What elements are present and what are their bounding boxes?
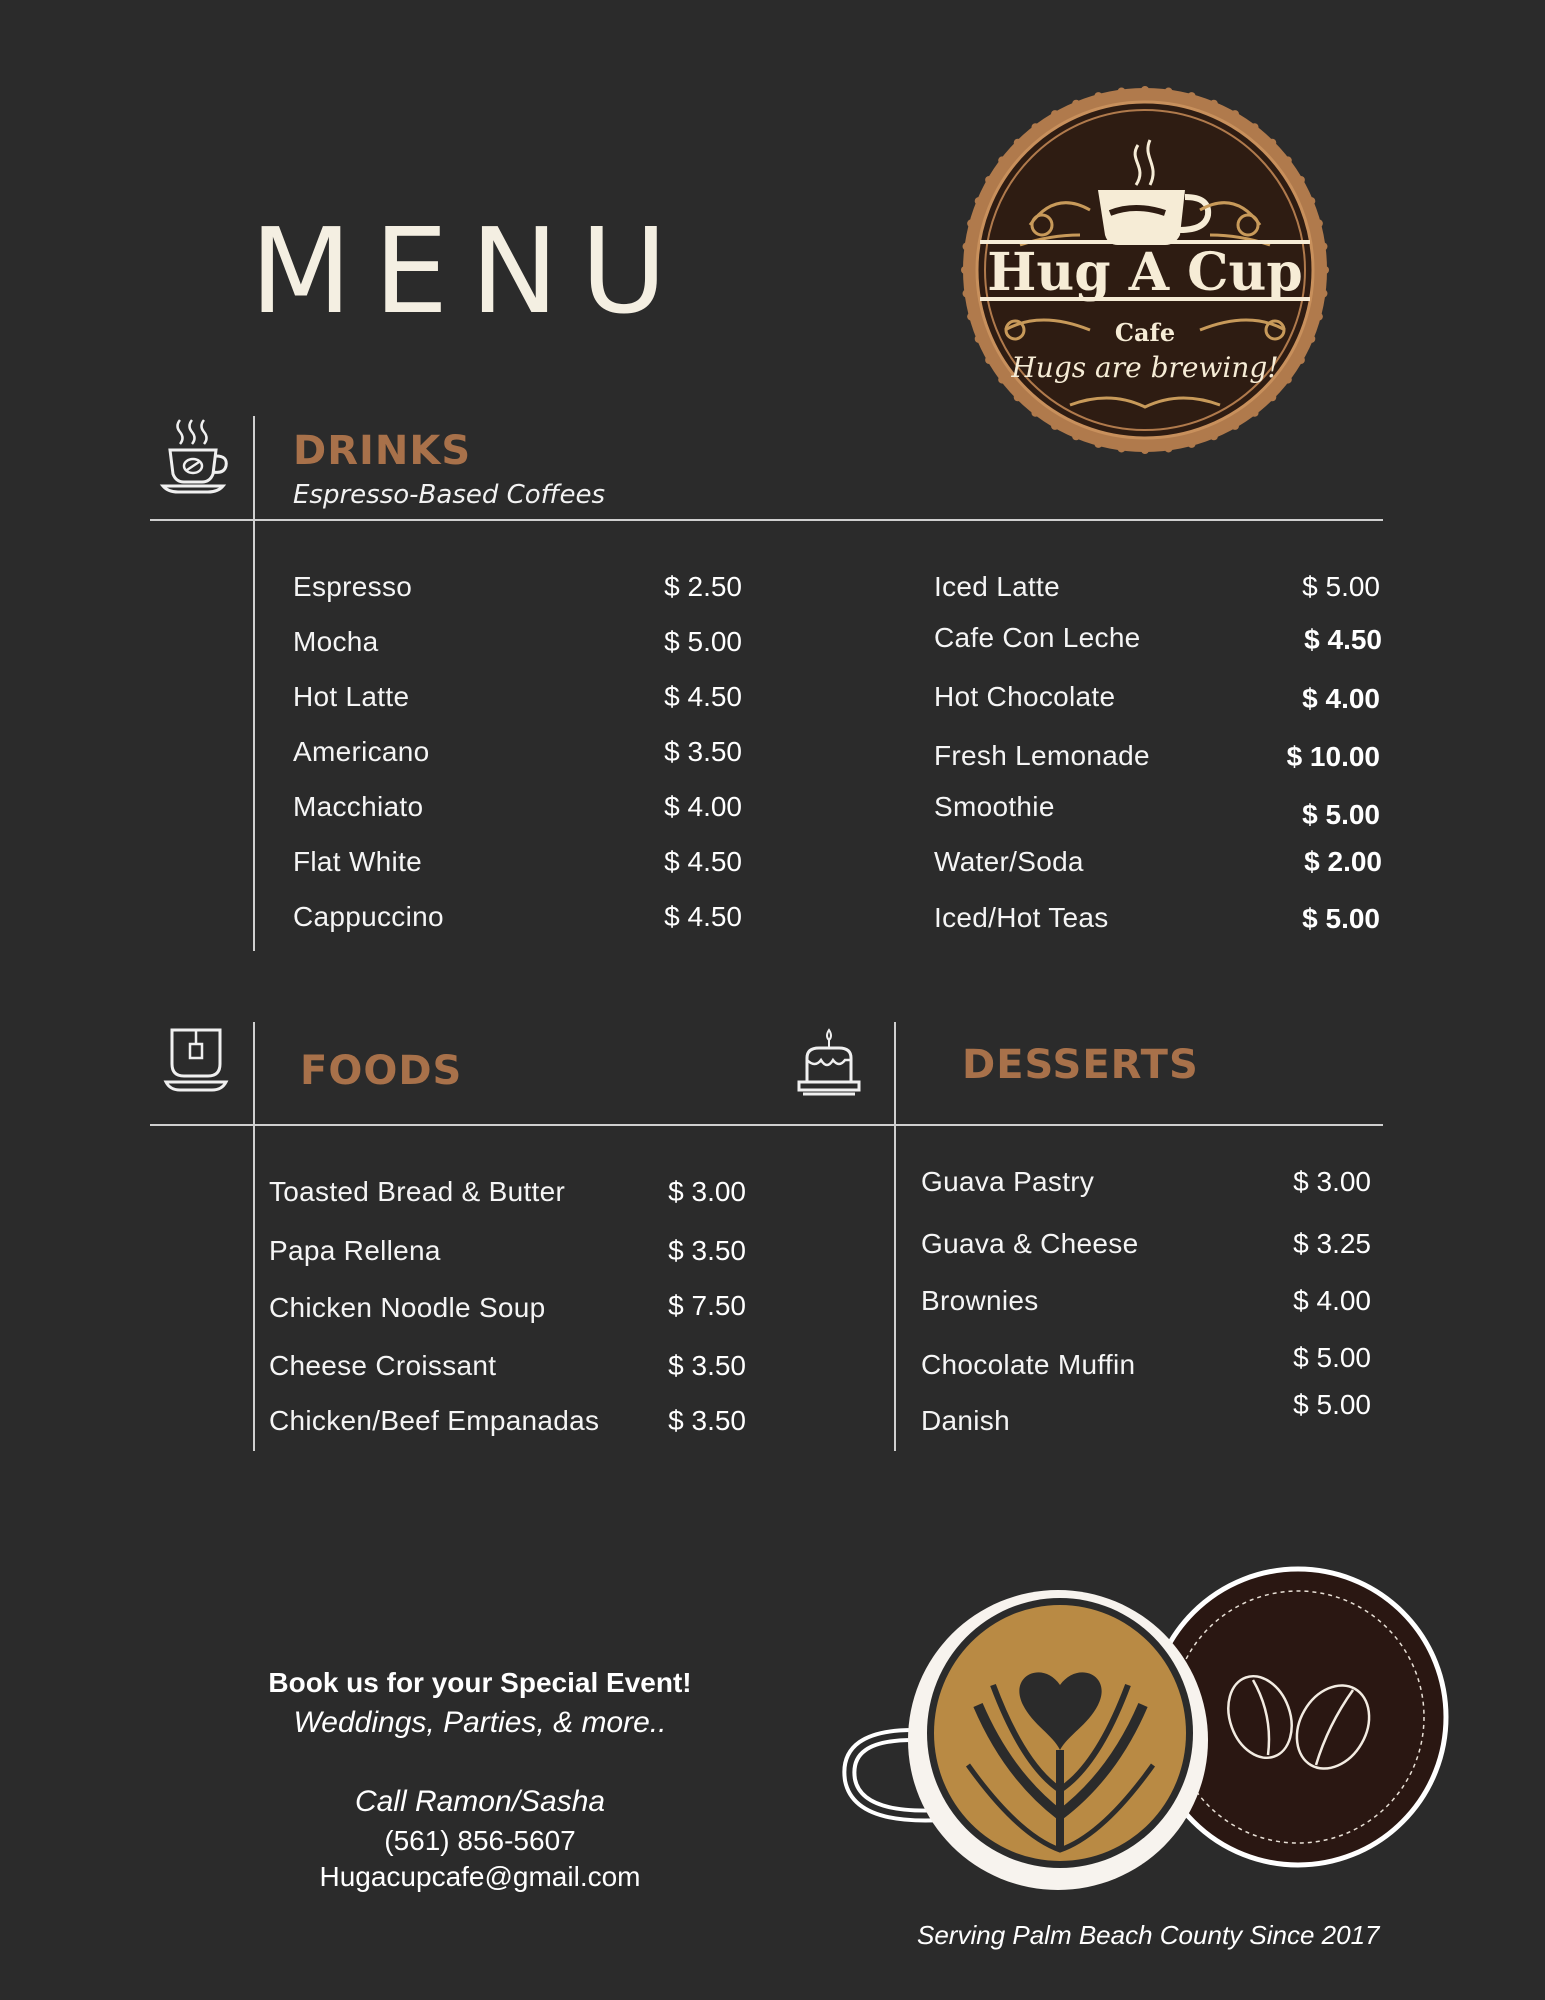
drinks-divider-vertical [253,416,255,951]
foods-divider-vertical [253,1022,255,1451]
logo-cog-tooth [1014,139,1022,147]
event-title: Book us for your Special Event! [268,1667,692,1698]
menu-item-price: $ 4.00 [1293,1285,1371,1316]
menu-title: MENU [250,202,690,340]
menu-item-price: $ 5.00 [1302,799,1380,830]
menu-item-name: Chicken Noodle Soup [269,1292,546,1323]
drinks-divider-horizontal [150,519,1383,521]
menu-item-name: Smoothie [934,791,1055,822]
menu-item-name: Iced Latte [934,571,1060,602]
logo-cog-tooth [1297,356,1305,364]
serving-since-text: Serving Palm Beach County Since 2017 [917,1920,1380,1950]
contact-name: Call Ramon/Sasha [354,1785,606,1818]
contact-phone: (561) 856-5607 [384,1825,576,1856]
menu-item-price: $ 5.00 [1293,1342,1371,1373]
menu-item-price: $ 5.00 [664,626,742,657]
logo-cog-tooth [1284,376,1292,384]
menu-item-price: $ 5.00 [1302,571,1380,602]
menu-item-price: $ 4.00 [1302,683,1380,714]
menu-item-name: Iced/Hot Teas [934,902,1109,933]
menu-item-name: Papa Rellena [269,1235,441,1266]
cake-icon [793,1028,865,1102]
desserts-divider-vertical [894,1022,896,1451]
menu-item-price: $ 4.50 [1304,624,1382,655]
logo-cog-tooth [967,313,975,321]
menu-item-price: $ 3.25 [1293,1228,1371,1259]
logo-cog-tooth [975,335,983,343]
logo-cog-tooth [1031,123,1039,131]
logo-cog-tooth [1231,422,1239,430]
latte-art-illustration [828,1565,1468,1905]
drinks-heading: DRINKS [293,428,472,474]
logo-cog-tooth [1210,100,1218,108]
tea-cup-icon [162,1024,232,1094]
logo-cog-tooth [1051,110,1059,118]
menu-item-name: Cheese Croissant [269,1350,497,1381]
menu-item-name: Flat White [293,846,423,877]
menu-item-price: $ 4.00 [664,791,742,822]
logo-cog-tooth [1164,88,1172,96]
menu-item-price: $ 4.50 [664,846,742,877]
logo-cog-tooth [998,156,1006,164]
logo-cog-tooth [1188,92,1196,100]
menu-item-name: Cappuccino [293,901,444,932]
menu-item-name: Cafe Con Leche [934,622,1141,653]
logo-cog-tooth [1210,432,1218,440]
logo-cog-tooth [1268,393,1276,401]
logo-cog-tooth [1319,243,1327,251]
menu-item-price: $ 3.00 [1293,1166,1371,1197]
logo-cog-tooth [1072,100,1080,108]
menu-item-name: Espresso [293,571,413,602]
logo-cog-tooth [1141,86,1149,94]
logo-cog-tooth [1315,219,1323,227]
logo-cog-tooth [998,376,1006,384]
menu-item-name: Guava Pastry [921,1166,1095,1197]
logo-sub: Cafe [1114,318,1176,347]
logo-cog-tooth [1307,335,1315,343]
event-subtitle: Weddings, Parties, & more.. [293,1706,667,1739]
coffee-cup-icon [158,412,233,497]
menu-item-name: Macchiato [293,791,424,822]
logo-tagline: Hugs are brewing! [1011,351,1279,384]
menu-item-name: Chocolate Muffin [921,1349,1136,1380]
logo-cog-tooth [1231,110,1239,118]
drinks-subheading: Espresso-Based Coffees [293,480,605,510]
logo-cog-tooth [985,356,993,364]
logo-cog-tooth [961,266,969,274]
logo-cog-tooth [963,243,971,251]
logo-cog-tooth [985,176,993,184]
logo-cog-tooth [1051,422,1059,430]
contact-email: Hugacupcafe@gmail.com [319,1861,641,1892]
logo-cog-tooth [1251,409,1259,417]
menu-item-price: $ 3.50 [668,1235,746,1266]
logo-cog-tooth [1141,446,1149,454]
menu-item-name: Hot Chocolate [934,681,1116,712]
logo-cog-tooth [1094,92,1102,100]
logo-cog-tooth [963,289,971,297]
menu-item-price: $ 2.50 [664,571,742,602]
logo-cog-tooth [1072,432,1080,440]
logo-cog-tooth [1094,440,1102,448]
menu-item-name: Water/Soda [934,846,1084,877]
menu-item-name: Toasted Bread & Butter [269,1176,566,1207]
menu-item-price: $ 4.50 [664,901,742,932]
menu-item-name: Brownies [921,1285,1039,1316]
cafe-logo [960,85,1330,455]
menu-item-price: $ 5.00 [1302,903,1380,934]
menu-item-name: Mocha [293,626,379,657]
menu-item-name: Guava & Cheese [921,1228,1139,1259]
menu-item-price: $ 3.00 [668,1176,746,1207]
logo-cog-tooth [967,219,975,227]
logo-cog-tooth [1284,156,1292,164]
menu-item-price: $ 3.50 [668,1350,746,1381]
logo-cog-tooth [1319,289,1327,297]
menu-item-price: $ 2.00 [1304,846,1382,877]
menu-item-price: $ 4.50 [664,681,742,712]
logo-cog-tooth [1321,266,1329,274]
menu-item-price: $ 10.00 [1286,741,1380,772]
logo-cog-tooth [1315,313,1323,321]
menu-item-name: Chicken/Beef Empanadas [269,1405,600,1436]
desserts-heading: DESSERTS [962,1042,1199,1088]
logo-cog-tooth [1268,139,1276,147]
menu-item-name: Fresh Lemonade [934,740,1150,771]
menu-item-price: $ 5.00 [1293,1389,1371,1420]
menu-item-price: $ 7.50 [668,1290,746,1321]
logo-cog-tooth [1251,123,1259,131]
menu-item-name: Danish [921,1405,1010,1436]
menu-item-name: Americano [293,736,430,767]
menu-item-name: Hot Latte [293,681,410,712]
logo-cog-tooth [1307,197,1315,205]
logo-cog-tooth [1297,176,1305,184]
logo-cog-tooth [1014,393,1022,401]
logo-name: Hug A Cup [987,242,1303,303]
foods-heading: FOODS [300,1048,463,1094]
logo-cog-tooth [1118,444,1126,452]
foods-divider-horizontal [150,1124,1383,1126]
logo-cog-tooth [1118,88,1126,96]
logo-cog-tooth [1188,440,1196,448]
menu-item-price: $ 3.50 [668,1405,746,1436]
menu-item-price: $ 3.50 [664,736,742,767]
logo-cog-tooth [975,197,983,205]
logo-cog-tooth [1164,444,1172,452]
logo-cog-tooth [1031,409,1039,417]
